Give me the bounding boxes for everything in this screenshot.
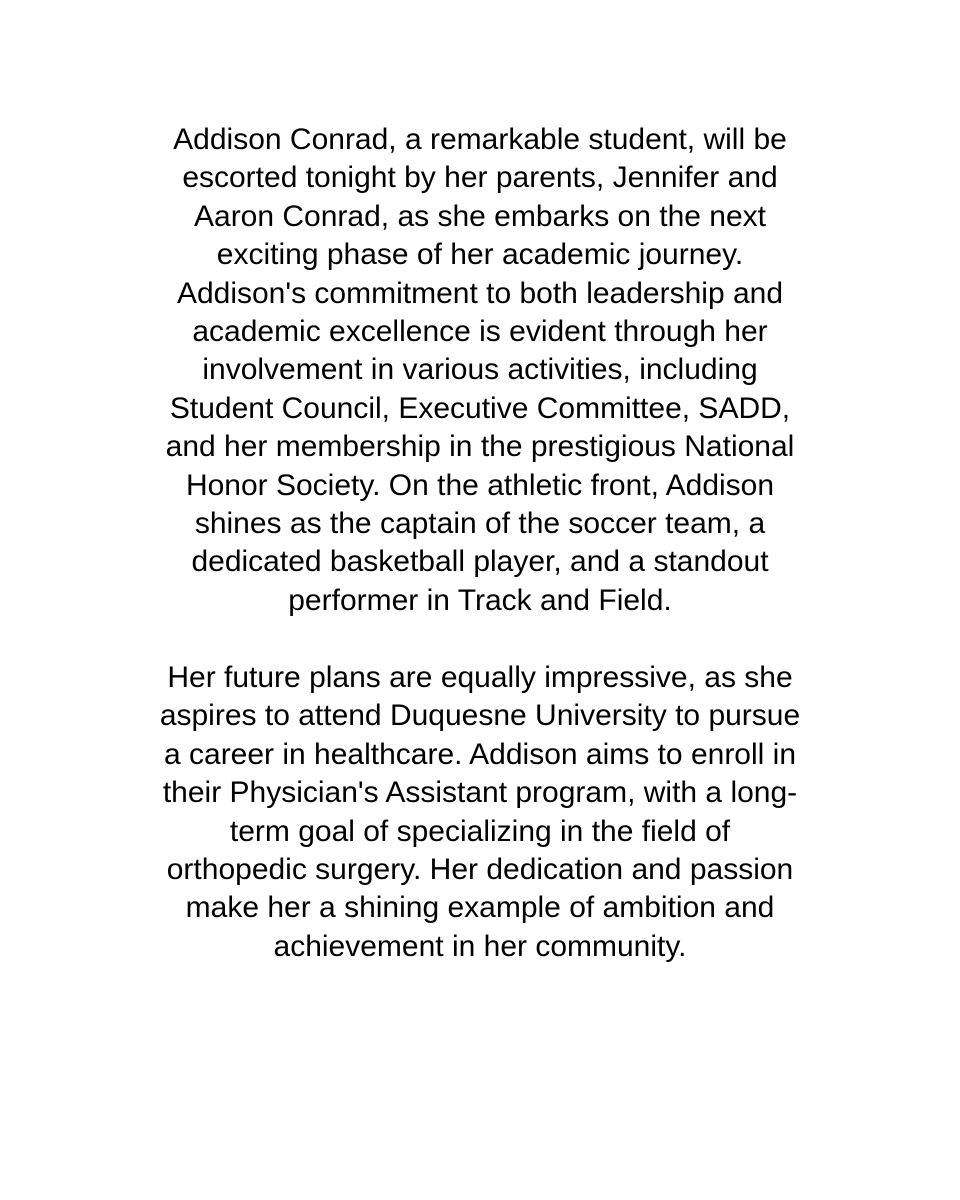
paragraph-line: and her membership in the prestigious National [165,430,795,464]
paragraph-line: Addison's commitment to both leadership and [176,276,784,310]
paragraph-line: exciting phase of her academic journey. [216,238,744,272]
paragraph-line: term goal of specializing in the field of [229,814,731,848]
paragraph-line: aspires to attend Duquesne University to pursue [159,699,801,733]
paragraph-line: Aaron Conrad, as she embarks on the next [194,199,766,233]
paragraph-line: Addison Conrad, a remarkable student, will be [173,123,787,156]
paragraph-line: achievement in her community. [273,929,687,963]
paragraph-line: Student Council, Executive Committee, SADD, [169,391,791,425]
paragraph-line: involvement in various activities, including [202,353,758,387]
paragraph-line: shines as the captain of the soccer team, a [194,507,766,541]
paragraph-line: dedicated basketball player, and a standout [191,545,769,579]
paragraph-2 [110,659,850,966]
paragraph-line: orthopedic surgery. Her dedication and passion [166,853,794,887]
paragraph-line: their Physician's Assistant program, with a long- [162,776,798,810]
paragraph-1 [110,121,850,620]
paragraph-line: make her a shining example of ambition and [185,891,775,925]
paragraph-line: a career in healthcare. Addison aims to enroll in [163,737,797,771]
paragraph-line: performer in Track and Field. [288,583,672,617]
paragraph-line: escorted tonight by her parents, Jennifer and [182,161,778,195]
paragraph-line: academic excellence is evident through her [192,315,768,349]
paragraph-line: Honor Society. On the athletic front, Addison [185,468,775,502]
paragraph-line: Her future plans are equally impressive, as she [167,661,793,694]
